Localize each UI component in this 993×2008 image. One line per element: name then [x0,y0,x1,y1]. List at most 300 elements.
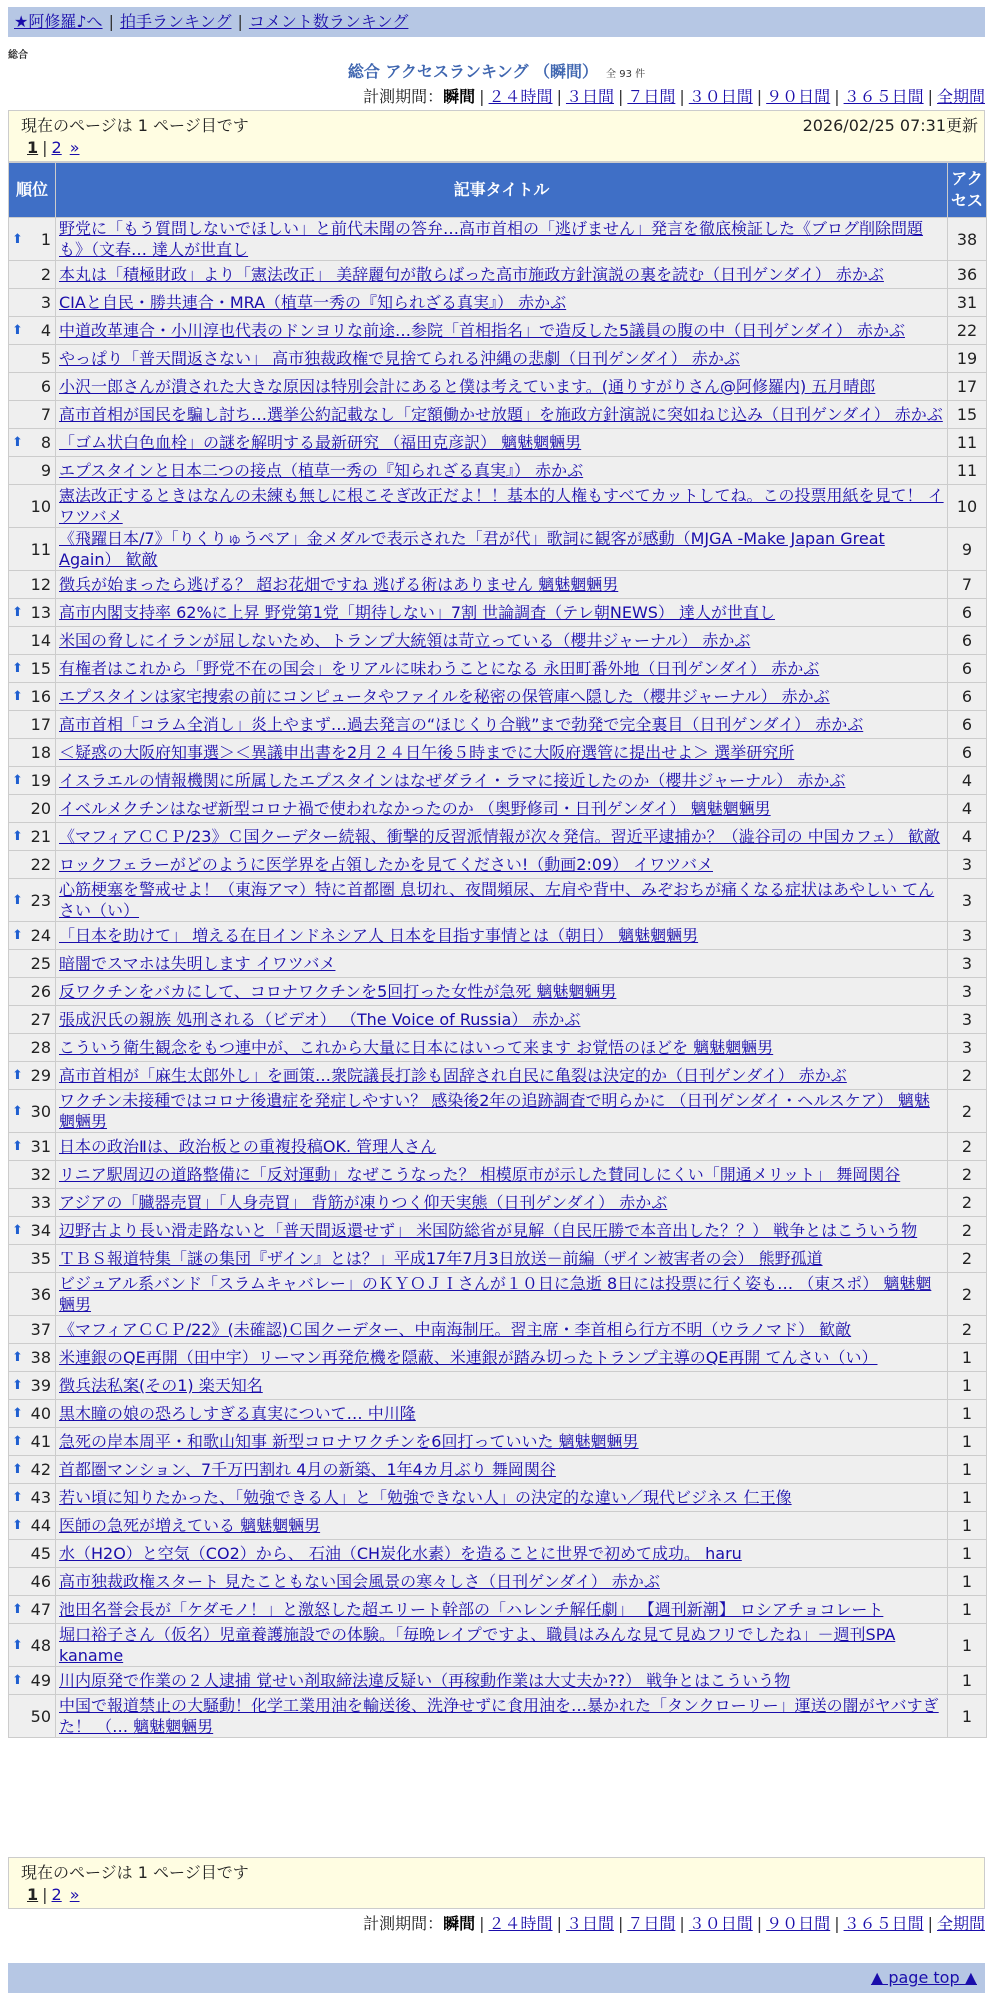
rank-number: 18 [30,743,51,762]
rank-cell [9,711,56,739]
article-title-link[interactable]: 張成沢氏の親族 処刑される（ビデオ） （The Voice of Russia） 赤かぶ [59,1010,581,1029]
article-title-link[interactable]: ロックフェラーがどのように医学界を占領したかを見てください!（動画2:09） イワツバメ [59,855,713,874]
up-arrow-icon: ⬆ [12,605,23,620]
title-cell [56,683,948,711]
rank-number: 36 [30,1284,51,1304]
table-row [9,218,987,261]
access-column-header: アクセス [948,163,987,218]
title-cell [56,485,948,528]
article-title-link[interactable]: 中道改革連合・小川淳也代表のドンヨリな前途…参院「首相指名」で造反した5議員の腹の中（日刊ゲンダイ） 赤かぶ [59,321,905,340]
period-separator: | [556,87,562,106]
access-count: 3 [948,950,987,978]
pager-page-2-link[interactable]: 2 [51,138,62,157]
title-cell [56,1624,948,1667]
rank-cell [9,1540,56,1568]
article-title-link[interactable]: 黒木瞳の娘の恐ろしすぎる真実について… 中川隆 [59,1404,416,1423]
access-count: 2 [948,1189,987,1217]
access-count: 3 [948,922,987,950]
table-row [9,1034,987,1062]
table-row [9,401,987,429]
article-title-link[interactable]: 高市首相が国民を騙し討ち…選挙公約記載なし「定額働かせ放題」を施政方針演説に突如ねじ込み（日刊ゲンダイ） 赤かぶ [59,405,943,424]
up-arrow-icon: ⬆ [12,1406,23,1421]
rank-cell [9,1034,56,1062]
period-option-link[interactable]: ７日間 [627,1914,676,1933]
period-selector-top [363,87,985,107]
rank-cell [9,218,56,261]
period-option-link[interactable]: ７日間 [627,87,676,106]
article-title-link[interactable]: 暗闇でスマホは失明します イワツバメ [59,954,336,973]
rank-number: 49 [30,1671,51,1690]
title-cell [56,1568,948,1596]
rank-cell [9,1568,56,1596]
period-option-link[interactable]: 全期間 [936,1914,985,1933]
rank-number: 22 [30,855,51,874]
access-count: 6 [948,683,987,711]
table-row [9,1512,987,1540]
pager-next-link[interactable]: » [69,1885,80,1904]
rank-number: 20 [30,799,51,818]
rank-number: 15 [30,659,51,678]
rank-cell [9,950,56,978]
access-count: 2 [948,1217,987,1245]
title-cell [56,655,948,683]
period-option-link[interactable]: 全期間 [936,87,985,106]
table-row [9,1217,987,1245]
rank-cell [9,261,56,289]
home-link[interactable]: ★阿修羅♪へ [14,12,103,31]
rank-number: 48 [30,1635,51,1655]
period-separator: | [617,87,624,106]
rank-cell [9,571,56,599]
table-row [9,1316,987,1344]
article-title-link[interactable]: 急死の岸本周平・和歌山知事 新型コロナワクチンを6回打っていいた 魑魅魍魎男 [59,1432,639,1451]
rank-cell [9,345,56,373]
up-arrow-icon: ⬆ [12,1434,23,1449]
top-nav-bar [8,7,985,37]
access-count: 38 [948,218,987,261]
rank-number: 31 [30,1137,51,1156]
rank-number: 13 [30,603,51,622]
rank-number: 24 [30,926,51,945]
access-count: 3 [948,879,987,922]
rank-cell [9,599,56,627]
access-count: 31 [948,289,987,317]
pager-current-page: 1 [27,1885,39,1904]
access-count: 1 [948,1484,987,1512]
current-page-text: 現在のページは 1 ページ目です [21,1863,249,1882]
table-row [9,1624,987,1667]
rank-number: 16 [30,687,51,706]
article-title-link[interactable]: 徴兵法私案(その1) 楽天知名 [59,1376,263,1395]
updated-timestamp: 2026/02/25 07:31更新 [802,116,978,135]
article-title-link[interactable]: こういう衛生観念をもつ連中が、これから大量に日本にはいって来ます お覚悟のほどを 魑魅魍魎男 [59,1038,774,1057]
access-count: 2 [948,1316,987,1344]
bottom-bar [8,1963,985,1993]
page-top-link[interactable]: ▲ page top ▲ [870,1968,977,1987]
title-cell [56,373,948,401]
table-row [9,317,987,345]
title-cell [56,1428,948,1456]
rank-number: 23 [30,890,51,910]
up-arrow-icon: ⬆ [12,689,23,704]
access-count: 11 [948,457,987,485]
article-title-link[interactable]: 《マフィアＣＣＰ/22》(未確認)Ｃ国クーデター、中南海制圧。習主席・李首相ら行方不明（ウラノマド） 歓敵 [59,1320,852,1339]
access-count: 1 [948,1344,987,1372]
title-cell [56,1034,948,1062]
article-title-link[interactable]: イベルメクチンはなぜ新型コロナ禍で使われなかったのか （奥野修司・日刊ゲンダイ） 魑魅魍魎男 [59,799,771,818]
rank-cell [9,1316,56,1344]
article-title-link[interactable]: 《マフィアＣＣＰ/23》Ｃ国クーデター続報、衝撃的反習派情報が次々発信。習近平逮捕か？（澁谷司の 中国カフェ） 歓敵 [59,827,941,846]
rank-cell [9,485,56,528]
period-separator: | [617,1914,624,1933]
title-cell [56,851,948,879]
rank-number: 39 [30,1376,51,1395]
article-title-link[interactable]: ＴＢＳ報道特集「謎の集団『ザイン』とは？」平成17年7月3日放送－前編（ザイン被害者の会） 熊野孤道 [59,1249,823,1268]
article-title-link[interactable]: 高市内閣支持率 62%に上昇 野党第1党「期待しない」7割 世論調査（テレ朝NEWS） 達人が世直し [59,603,776,622]
access-count: 4 [948,823,987,851]
article-title-link[interactable]: CIAと自民・勝共連合・MRA（植草一秀の『知られざる真実』） 赤かぶ [59,293,567,312]
rank-cell [9,683,56,711]
article-title-link[interactable]: 川内原発で作業の２人逮捕 覚せい剤取締法違反疑い（再稼動作業は大丈夫か??） 戦争とはこういう物 [59,1671,791,1690]
title-cell [56,1090,948,1133]
pager-current-page: 1 [27,138,39,157]
up-arrow-icon: ⬆ [12,231,23,247]
article-title-link[interactable]: 米国の脅しにイランが屈しないため、トランプ大統領は苛立っている（櫻井ジャーナル） 赤かぶ [59,631,751,650]
table-row [9,345,987,373]
rank-number: 46 [30,1572,51,1591]
rank-cell [9,1062,56,1090]
access-count: 6 [948,739,987,767]
title-cell [56,1273,948,1316]
rank-number: 37 [30,1320,51,1339]
access-count: 1 [948,1624,987,1667]
rank-number: 30 [30,1101,51,1121]
rank-number: 42 [30,1460,51,1479]
period-option-link[interactable]: ２４時間 [488,1914,553,1933]
table-row [9,1090,987,1133]
up-arrow-icon: ⬆ [12,1139,23,1154]
access-count: 6 [948,627,987,655]
rank-cell [9,1456,56,1484]
article-title-link[interactable]: 日本の政治Ⅱは、政治板との重複投稿OK. 管理人さん [59,1137,437,1156]
rank-number: 33 [30,1193,51,1212]
article-title-link[interactable]: 「日本を助けて」 増える在日インドネシア人 日本を目指す事情とは（朝日） 魑魅魍魎男 [59,926,699,945]
period-option-link[interactable]: ３６５日間 [843,1914,924,1933]
article-title-link[interactable]: 《飛躍日本/7》「りくりゅうペア」金メダルで表示された「君が代」歌詞に観客が感動（MJGA -Make Japan Great Again） 歓敵 [59,529,885,569]
table-row [9,1372,987,1400]
up-arrow-icon: ⬆ [12,1223,23,1238]
title-cell [56,823,948,851]
rank-cell [9,1512,56,1540]
rank-cell [9,1344,56,1372]
rank-number: 11 [30,539,51,559]
rank-number: 35 [30,1249,51,1268]
rank-number: 9 [40,461,51,480]
up-arrow-icon: ⬆ [12,1350,23,1365]
rank-cell [9,1667,56,1695]
article-title-link[interactable]: 高市独裁政権スタート 見たこともない国会風景の寒々しさ（日刊ゲンダイ） 赤かぶ [59,1572,660,1591]
access-count: 2 [948,1161,987,1189]
article-title-link[interactable]: 野党に「もう質問しないでほしい」と前代未聞の答弁…高市首相の「逃げません」発言を徹底検証した《ブログ削除問題も》（文春… 達人が世直し [59,219,924,259]
up-arrow-icon: ⬆ [12,1602,23,1617]
access-count: 36 [948,261,987,289]
title-cell [56,795,948,823]
comment-ranking-link[interactable]: コメント数ランキング [248,12,409,31]
rank-number: 43 [30,1488,51,1507]
access-count: 1 [948,1512,987,1540]
rank-cell [9,1428,56,1456]
rank-number: 8 [40,433,51,452]
title-cell [56,1161,948,1189]
table-row [9,1006,987,1034]
rank-number: 19 [30,771,51,790]
article-title-link[interactable]: 「ゴム状白色血栓」の謎を解明する最新研究 （福田克彦訳） 魑魅魍魎男 [59,433,582,452]
up-arrow-icon: ⬆ [12,1490,23,1505]
rank-cell [9,1624,56,1667]
title-cell [56,1695,948,1738]
title-cell [56,1316,948,1344]
access-count: 1 [948,1695,987,1738]
table-row [9,1133,987,1161]
article-title-link[interactable]: アジアの「臓器売買」「人身売買」 背筋が凍りつく仰天実態（日刊ゲンダイ） 赤かぶ [59,1193,668,1212]
rank-number: 40 [30,1404,51,1423]
period-separator: | [479,87,485,106]
rank-cell [9,1596,56,1624]
title-cell [56,1133,948,1161]
period-separator: | [756,87,763,106]
article-title-link[interactable]: 中国で報道禁止の大騒動！化学工業用油を輸送後、洗浄せずに食用油を…暴かれた「タンクローリー」運送の闇がヤバすぎた！ （… 魑魅魍魎男 [59,1696,939,1736]
rank-cell [9,879,56,922]
table-row [9,289,987,317]
title-cell [56,218,948,261]
period-option-link[interactable]: ３日間 [565,87,614,106]
article-title-link[interactable]: ワクチン未接種ではコロナ後遺症を発症しやすい？ 感染後2年の追跡調査で明らかに （日刊ゲンダイ・ヘルスケア） 魑魅魍魎男 [59,1091,930,1131]
article-title-link[interactable]: 高市首相が「麻生太郎外し」を画策…衆院議長打診も固辞され自民に亀裂は決定的か（日刊ゲンダイ） 赤かぶ [59,1066,847,1085]
rank-cell [9,289,56,317]
title-cell [56,1484,948,1512]
access-count: 2 [948,1245,987,1273]
period-option-link[interactable]: ３０日間 [688,1914,753,1933]
article-title-link[interactable]: リニア駅周辺の道路整備に「反対運動」なぜこうなった？ 相模原市が示した賛同しにくい「開通メリット」 舞岡関谷 [59,1165,901,1184]
up-arrow-icon: ⬆ [12,892,23,908]
rank-cell [9,1245,56,1273]
table-row [9,429,987,457]
rank-cell [9,978,56,1006]
article-title-link[interactable]: やっぱり「普天間返さない」 高市独裁政権で見捨てられる沖縄の悲劇（日刊ゲンダイ） 赤かぶ [59,349,740,368]
article-title-link[interactable]: 堀口裕子さん（仮名）児童養護施設での体験。「毎晩レイプですよ、職員はみんな見て見ぬフリでしたね」－週刊SPA kaname [59,1625,896,1665]
period-separator: | [556,1914,562,1933]
table-row [9,1400,987,1428]
rank-number: 5 [40,349,51,368]
rank-number: 44 [30,1516,51,1535]
period-option-link[interactable]: ９０日間 [766,87,831,106]
table-row [9,1596,987,1624]
article-title-link[interactable]: 水（H2O）と空気（CO2）から、 石油（CH炭化水素）を造ることに世界で初めて成功。 haru [59,1544,742,1563]
title-cell [56,289,948,317]
article-title-link[interactable]: 小沢一郎さんが潰された大きな原因は特別会計にあると僕は考えています。(通りすがりさん@阿修羅内) 五月晴郎 [59,377,876,396]
article-title-link[interactable]: エプスタインと日本二つの接点（植草一秀の『知られざる真実』） 赤かぶ [59,461,584,480]
rank-cell [9,1484,56,1512]
title-cell [56,345,948,373]
rank-cell [9,1372,56,1400]
article-title-link[interactable]: エプスタインは家宅捜索の前にコンピュータやファイルを秘密の保管庫へ隠した（櫻井ジャーナル） 赤かぶ [59,687,830,706]
table-row [9,457,987,485]
period-label: 計測期間： [363,1914,444,1933]
table-row [9,1273,987,1316]
period-option-link[interactable]: ３０日間 [688,87,753,106]
rank-number: 47 [30,1600,51,1619]
access-count: 3 [948,851,987,879]
pager-top: 1 | 2 » [27,138,80,157]
article-title-link[interactable]: 有権者はこれから「野党不在の国会」をリアルに味わうことになる 永田町番外地（日刊ゲンダイ） 赤かぶ [59,659,820,678]
title-cell [56,627,948,655]
access-count: 2 [948,1090,987,1133]
up-arrow-icon: ⬆ [12,1103,23,1119]
up-arrow-icon: ⬆ [12,1637,23,1653]
rank-number: 3 [40,293,51,312]
title-cell [56,711,948,739]
rank-number: 29 [30,1066,51,1085]
access-count: 11 [948,429,987,457]
access-count: 9 [948,528,987,571]
rank-cell [9,795,56,823]
table-row [9,655,987,683]
title-cell [56,1245,948,1273]
title-cell [56,1062,948,1090]
table-row [9,1344,987,1372]
table-row [9,528,987,571]
period-separator: | [679,87,685,106]
access-count: 10 [948,485,987,528]
article-title-link[interactable]: ＜疑惑の大阪府知事選＞＜異議申出書を2月２４日午後５時までに大阪府選管に提出せよ＞ 選挙研究所 [59,743,795,762]
access-count: 2 [948,1133,987,1161]
access-count: 1 [948,1400,987,1428]
rank-number: 2 [40,265,51,284]
rank-number: 12 [30,575,51,594]
rank-cell [9,922,56,950]
period-selected: 瞬間 [443,1914,476,1933]
up-arrow-icon: ⬆ [12,435,23,450]
rank-number: 38 [30,1348,51,1367]
table-row [9,739,987,767]
title-cell [56,1400,948,1428]
article-title-link[interactable]: 米連銀のQE再開（田中宇）リーマン再発危機を隠蔽、米連銀が踏み切ったトランプ主導のQE再開 てんさい（い） [59,1348,878,1367]
period-option-link[interactable]: ３６５日間 [843,87,924,106]
period-label: 計測期間： [363,87,444,106]
title-cell [56,922,948,950]
table-row [9,599,987,627]
up-arrow-icon: ⬆ [12,323,23,338]
article-title-link[interactable]: 辺野古より長い滑走路ないと「普天間返還せず」 米国防総省が見解（自民圧勝で本音出した？？） 戦争とはこういう物 [59,1221,918,1240]
title-cell [56,950,948,978]
current-page-text: 現在のページは 1 ページ目です [21,116,249,135]
article-title-link[interactable]: 池田名誉会長が「ケダモノ！」と激怒した超エリート幹部の「ハレンチ解任劇」 【週刊新潮】 ロシアチョコレート [59,1600,884,1619]
access-count: 6 [948,711,987,739]
table-row [9,711,987,739]
period-option-link[interactable]: ３日間 [565,1914,614,1933]
article-title-link[interactable]: 徴兵が始まったら逃げる？ 超お花畑ですね 逃げる術はありません 魑魅魍魎男 [59,575,619,594]
title-cell [56,1667,948,1695]
rank-number: 6 [40,377,51,396]
pager-next-link[interactable]: » [69,138,80,157]
rank-cell [9,767,56,795]
table-header-row [9,163,987,218]
article-title-link[interactable]: 高市首相「コラム全消し」炎上やまず…過去発言の“ほじくり合戦”まで勃発で完全裏目（日刊ゲンダイ） 赤かぶ [59,715,864,734]
applause-ranking-link[interactable]: 拍手ランキング [119,12,232,31]
rank-number: 10 [30,496,51,516]
title-cell [56,261,948,289]
title-cell [56,879,948,922]
access-count: 15 [948,401,987,429]
rank-number: 32 [30,1165,51,1184]
table-row [9,1568,987,1596]
table-row [9,1456,987,1484]
title-cell [56,1540,948,1568]
access-count: 19 [948,345,987,373]
access-count: 6 [948,599,987,627]
rank-cell [9,823,56,851]
access-count: 7 [948,571,987,599]
access-count: 3 [948,978,987,1006]
rank-cell [9,851,56,879]
table-row [9,373,987,401]
rank-cell [9,655,56,683]
rank-number: 25 [30,954,51,973]
ranking-table [8,162,987,1738]
rank-cell [9,1090,56,1133]
period-separator: | [834,87,840,106]
title-cell [56,1596,948,1624]
table-row [9,950,987,978]
pager-bottom: 1 | 2 » [27,1885,80,1904]
rank-cell [9,1189,56,1217]
article-title-link[interactable]: イスラエルの情報機関に所属したエプスタインはなぜダライ・ラマに接近したのか（櫻井ジャーナル） 赤かぶ [59,771,846,790]
pager-page-2-link[interactable]: 2 [51,1885,62,1904]
total-count: 全 93 件 [606,69,646,80]
rank-number: 50 [30,1706,51,1726]
access-count: 1 [948,1456,987,1484]
rank-cell [9,1400,56,1428]
table-row [9,1161,987,1189]
access-count: 1 [948,1596,987,1624]
table-row [9,261,987,289]
period-option-link[interactable]: ９０日間 [766,1914,831,1933]
access-count: 4 [948,795,987,823]
period-option-link[interactable]: ２４時間 [488,87,553,106]
rank-cell [9,1161,56,1189]
table-row [9,683,987,711]
article-title-link[interactable]: 若い頃に知りたかった、「勉強できる人」と「勉強できない人」の決定的な違い／現代ビジネス 仁王像 [59,1488,792,1507]
article-title-link[interactable]: ビジュアル系バンド「スラムキャバレー」のＫＹＯＪＩさんが１０日に急逝 8日には投票に行く姿も… （東スポ） 魑魅魍魎男 [59,1274,932,1314]
article-title-link[interactable]: 医師の急死が増えている 魑魅魍魎男 [59,1516,321,1535]
period-separator: | [927,87,933,106]
rank-cell [9,1006,56,1034]
table-row [9,823,987,851]
article-title-link[interactable]: 本丸は「積極財政」より「憲法改正」 美辞麗句が散らばった高市施政方針演説の裏を読む（日刊ゲンダイ） 赤かぶ [59,265,884,284]
period-separator: | [479,1914,485,1933]
rank-number: 41 [30,1432,51,1451]
article-title-link[interactable]: 反ワクチンをバカにして、コロナワクチンを5回打った女性が急死 魑魅魍魎男 [59,982,617,1001]
rank-cell [9,1133,56,1161]
up-arrow-icon: ⬆ [12,661,23,676]
article-title-link[interactable]: 心筋梗塞を警戒せよ！（東海アマ）特に首都圏 息切れ、夜間頻尿、左肩や背中、みぞおちが痛くなる症状はあやしい てんさい（い） [59,880,935,920]
article-title-link[interactable]: 首都圏マンション、7千万円割れ 4月の新築、1年4カ月ぶり 舞岡関谷 [59,1460,556,1479]
article-title-link[interactable]: 憲法改正するときはなんの未練も無しに根こそぎ改正だよ！！基本的人権もすべてカットしてね。この投票用紙を見て！ イワツバメ [59,486,944,526]
title-cell [56,1372,948,1400]
up-arrow-icon: ⬆ [12,1518,23,1533]
rank-number: 17 [30,715,51,734]
rank-cell [9,528,56,571]
